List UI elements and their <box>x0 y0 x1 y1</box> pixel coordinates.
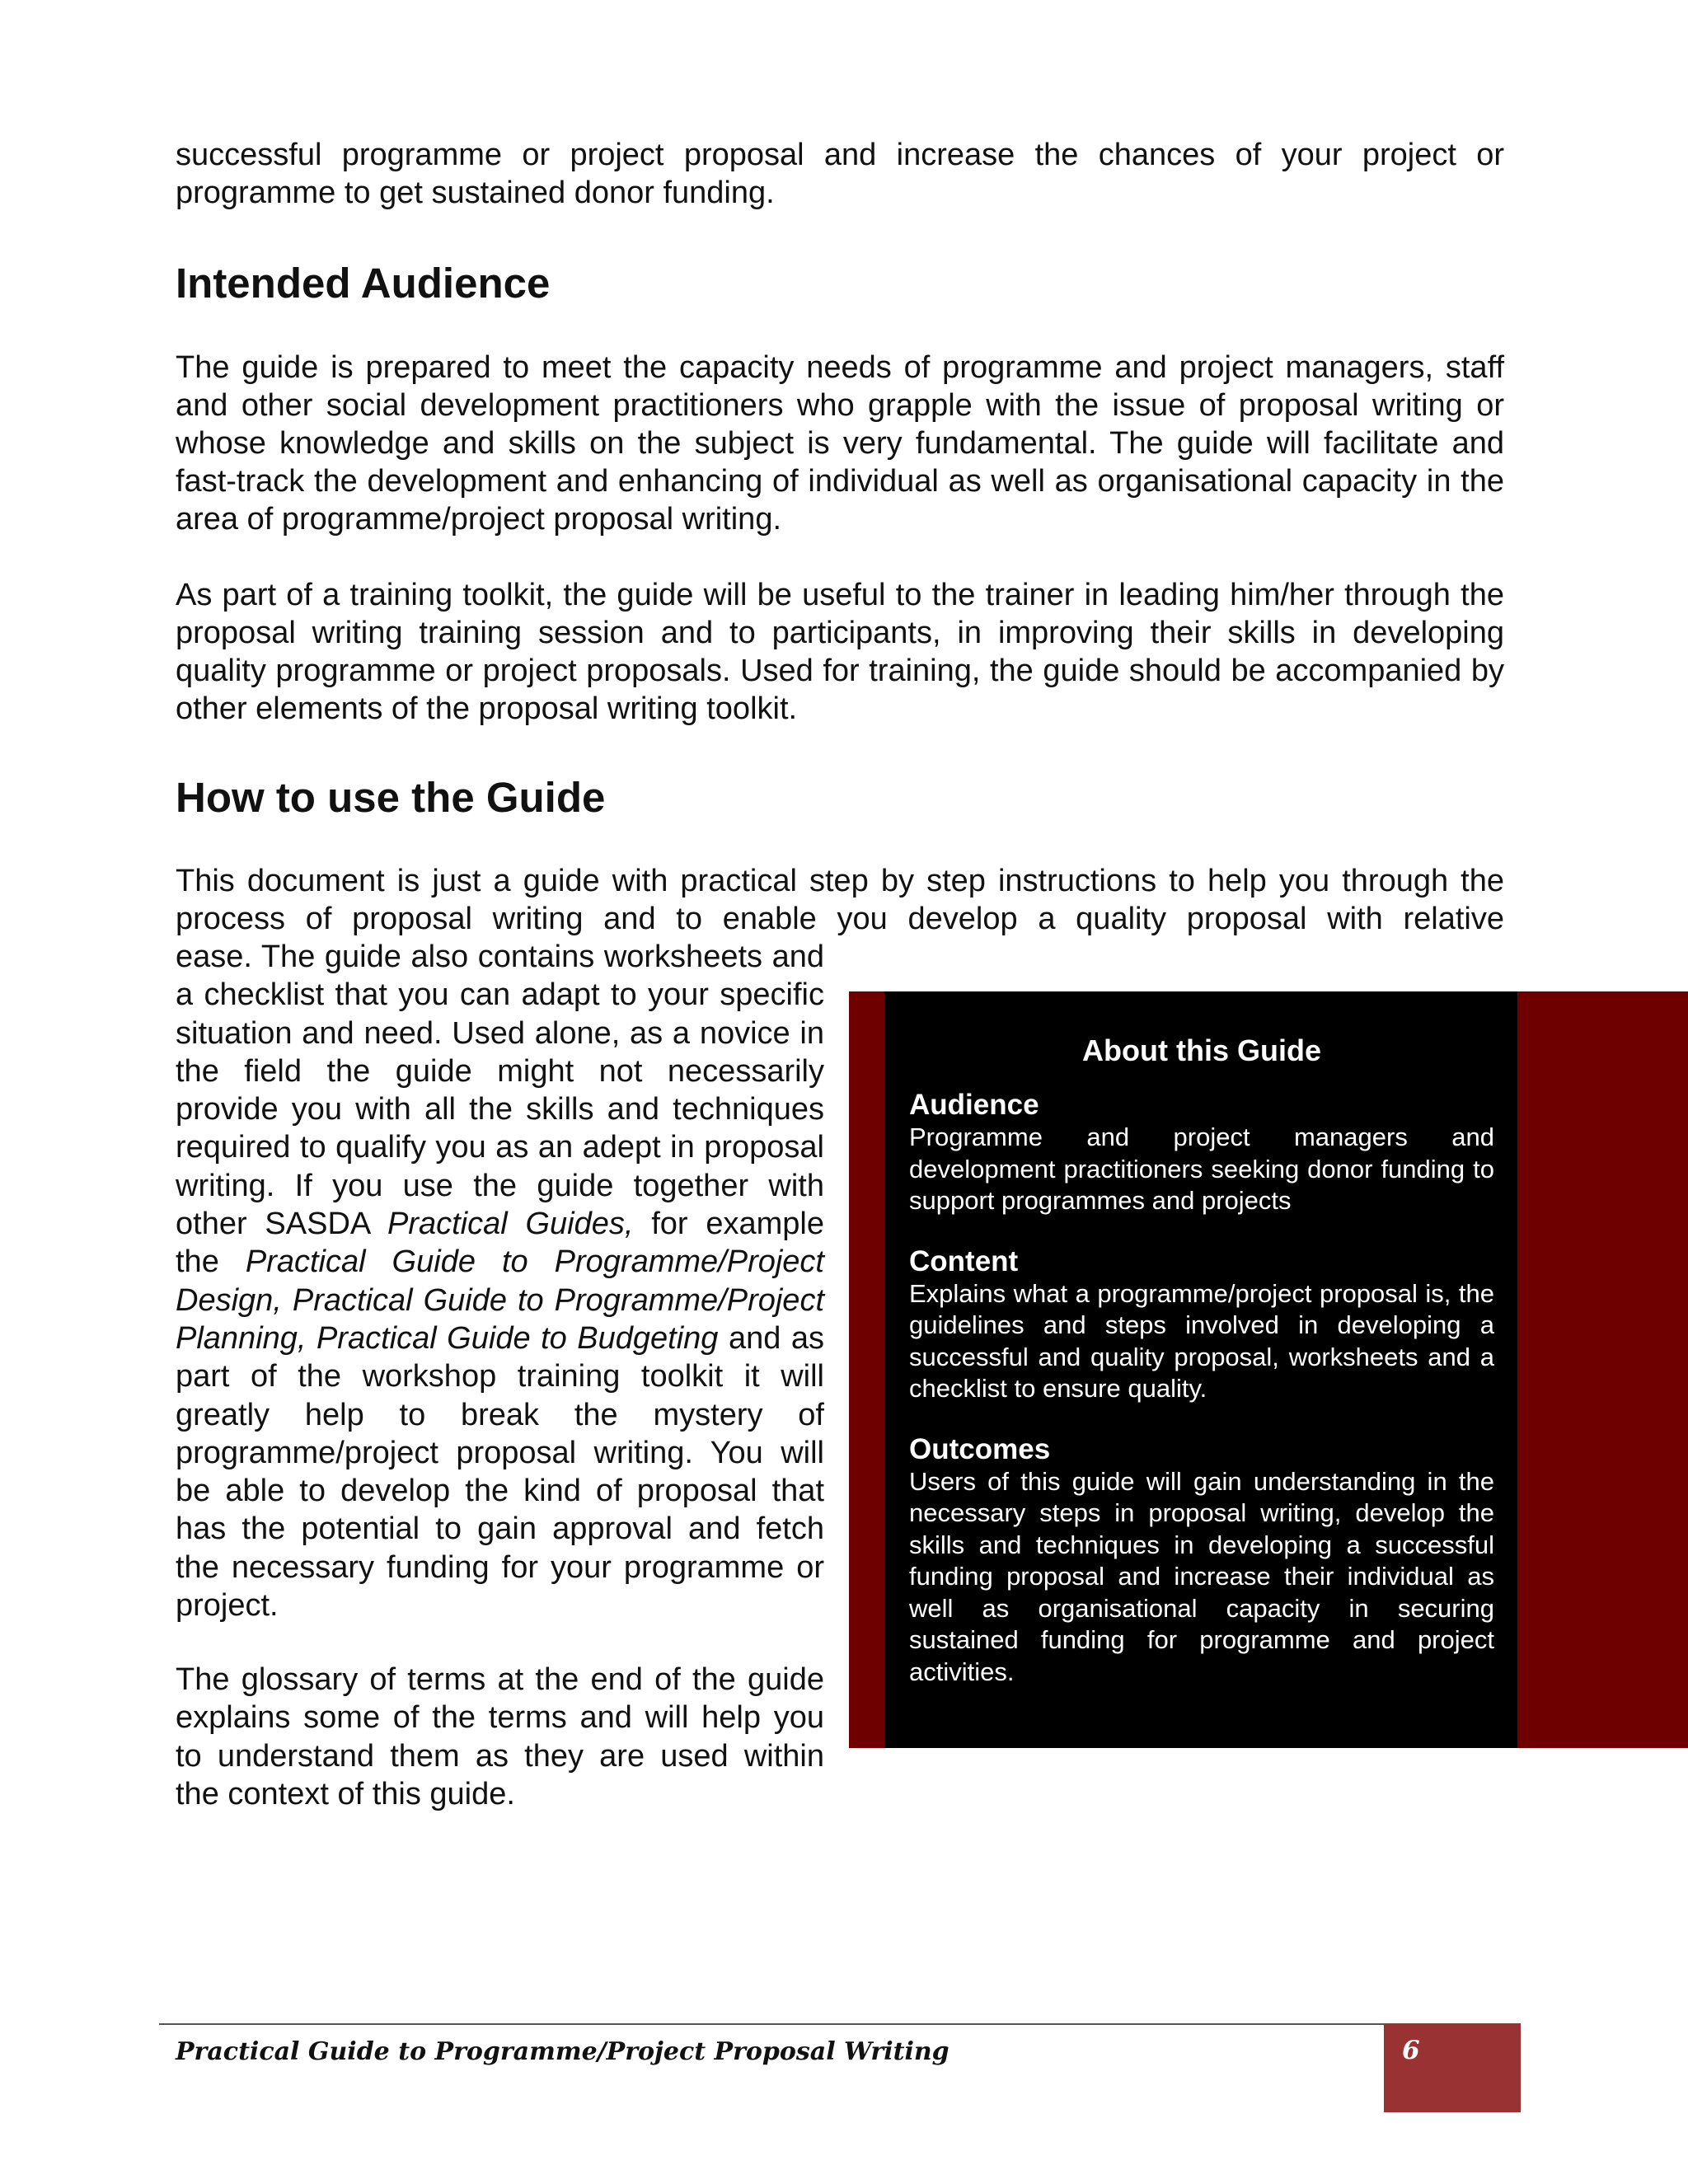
about-section-title: Audience <box>909 1089 1039 1121</box>
how-to-use-text-a: ease. The guide also contains worksheets and a checklist that you can adapt to your specific situation and need. Used alone, as a novice in the field the guide might not necessarily provide you with all the skills and techniques required to qualify you as an adept in proposal writing. If you use the guide together with other SASDA <box>176 940 824 1242</box>
how-to-use-heading: How to use the Guide <box>176 774 606 821</box>
about-section-title: Content <box>909 1244 1019 1277</box>
about-section-title: Outcomes <box>909 1432 1051 1465</box>
how-to-use-text-b: for example the <box>176 1207 824 1280</box>
about-section-audience <box>909 1089 1494 1217</box>
guide-titles-italic: Practical Guide to Programme/Project Design, Practical Guide to Programme/Project Planning, Practical Guide to Budgeting <box>176 1244 824 1356</box>
about-section-outcomes <box>909 1433 1494 1689</box>
intended-audience-paragraph-2: As part of a training toolkit, the guide will be useful to the trainer in leading him/her through the proposal writing training session and to participants, in improving their skills in developing quality programme or project proposals. Used for training, the guide should be accompanied by other elements of the proposal writing toolkit. <box>176 578 1504 726</box>
page-number-box <box>1384 2023 1521 2112</box>
how-to-use-paragraph-lead: This document is just a guide with practical step by step instructions to help you through the process of proposal writing and to enable you develop a quality proposal with relative <box>176 864 1504 936</box>
about-box-title: About this Guide <box>1082 1033 1321 1067</box>
glossary-paragraph: The glossary of terms at the end of the guide explains some of the terms and will help you to understand them as they are used within the context of this guide. <box>176 1662 824 1811</box>
intro-paragraph: successful programme or project proposal and increase the chances of your project or programme to get sustained donor funding. <box>176 138 1504 210</box>
about-section-text: Explains what a programme/project proposal is, the guidelines and steps involved in developing a successful and quality proposal, worksheets and a checklist to ensure quality. <box>909 1278 1494 1403</box>
footer-title: Practical Guide to Programme/Project Proposal Writing <box>176 2037 950 2066</box>
page-number: 6 <box>1402 2036 1420 2065</box>
about-guide-box <box>884 991 1517 1748</box>
how-to-use-text-c: and as part of the workshop training toolkit it will greatly help to break the mystery of programme/project proposal writing. You will be able to develop the kind of proposal that has the potential to gain approval and fetch the necessary funding for your programme or project. <box>176 1320 825 1624</box>
intended-audience-paragraph-1: The guide is prepared to meet the capacity needs of programme and project managers, staff and other social development practitioners who grapple with the issue of proposal writing or whose knowledge and skills on the subject is very fundamental. The guide will facilitate and fast-track the development and enhancing of individual as well as organisational capacity in the area of programme/project proposal writing. <box>176 350 1504 537</box>
how-to-use-paragraph-1 <box>176 938 824 1624</box>
practical-guides-italic: Practical Guides, <box>387 1207 634 1242</box>
about-section-content <box>909 1245 1494 1405</box>
intended-audience-heading: Intended Audience <box>176 260 551 307</box>
about-section-text: Users of this guide will gain understanding in the necessary steps in proposal writing, develop the skills and techniques in developing a successful funding proposal and increase their individual as well as organisational capacity in securing sustained funding for programme and project activities. <box>909 1466 1494 1686</box>
about-section-text: Programme and project managers and development practitioners seeking donor funding to support programmes and projects <box>909 1122 1494 1215</box>
footer-rule <box>159 2023 1521 2025</box>
